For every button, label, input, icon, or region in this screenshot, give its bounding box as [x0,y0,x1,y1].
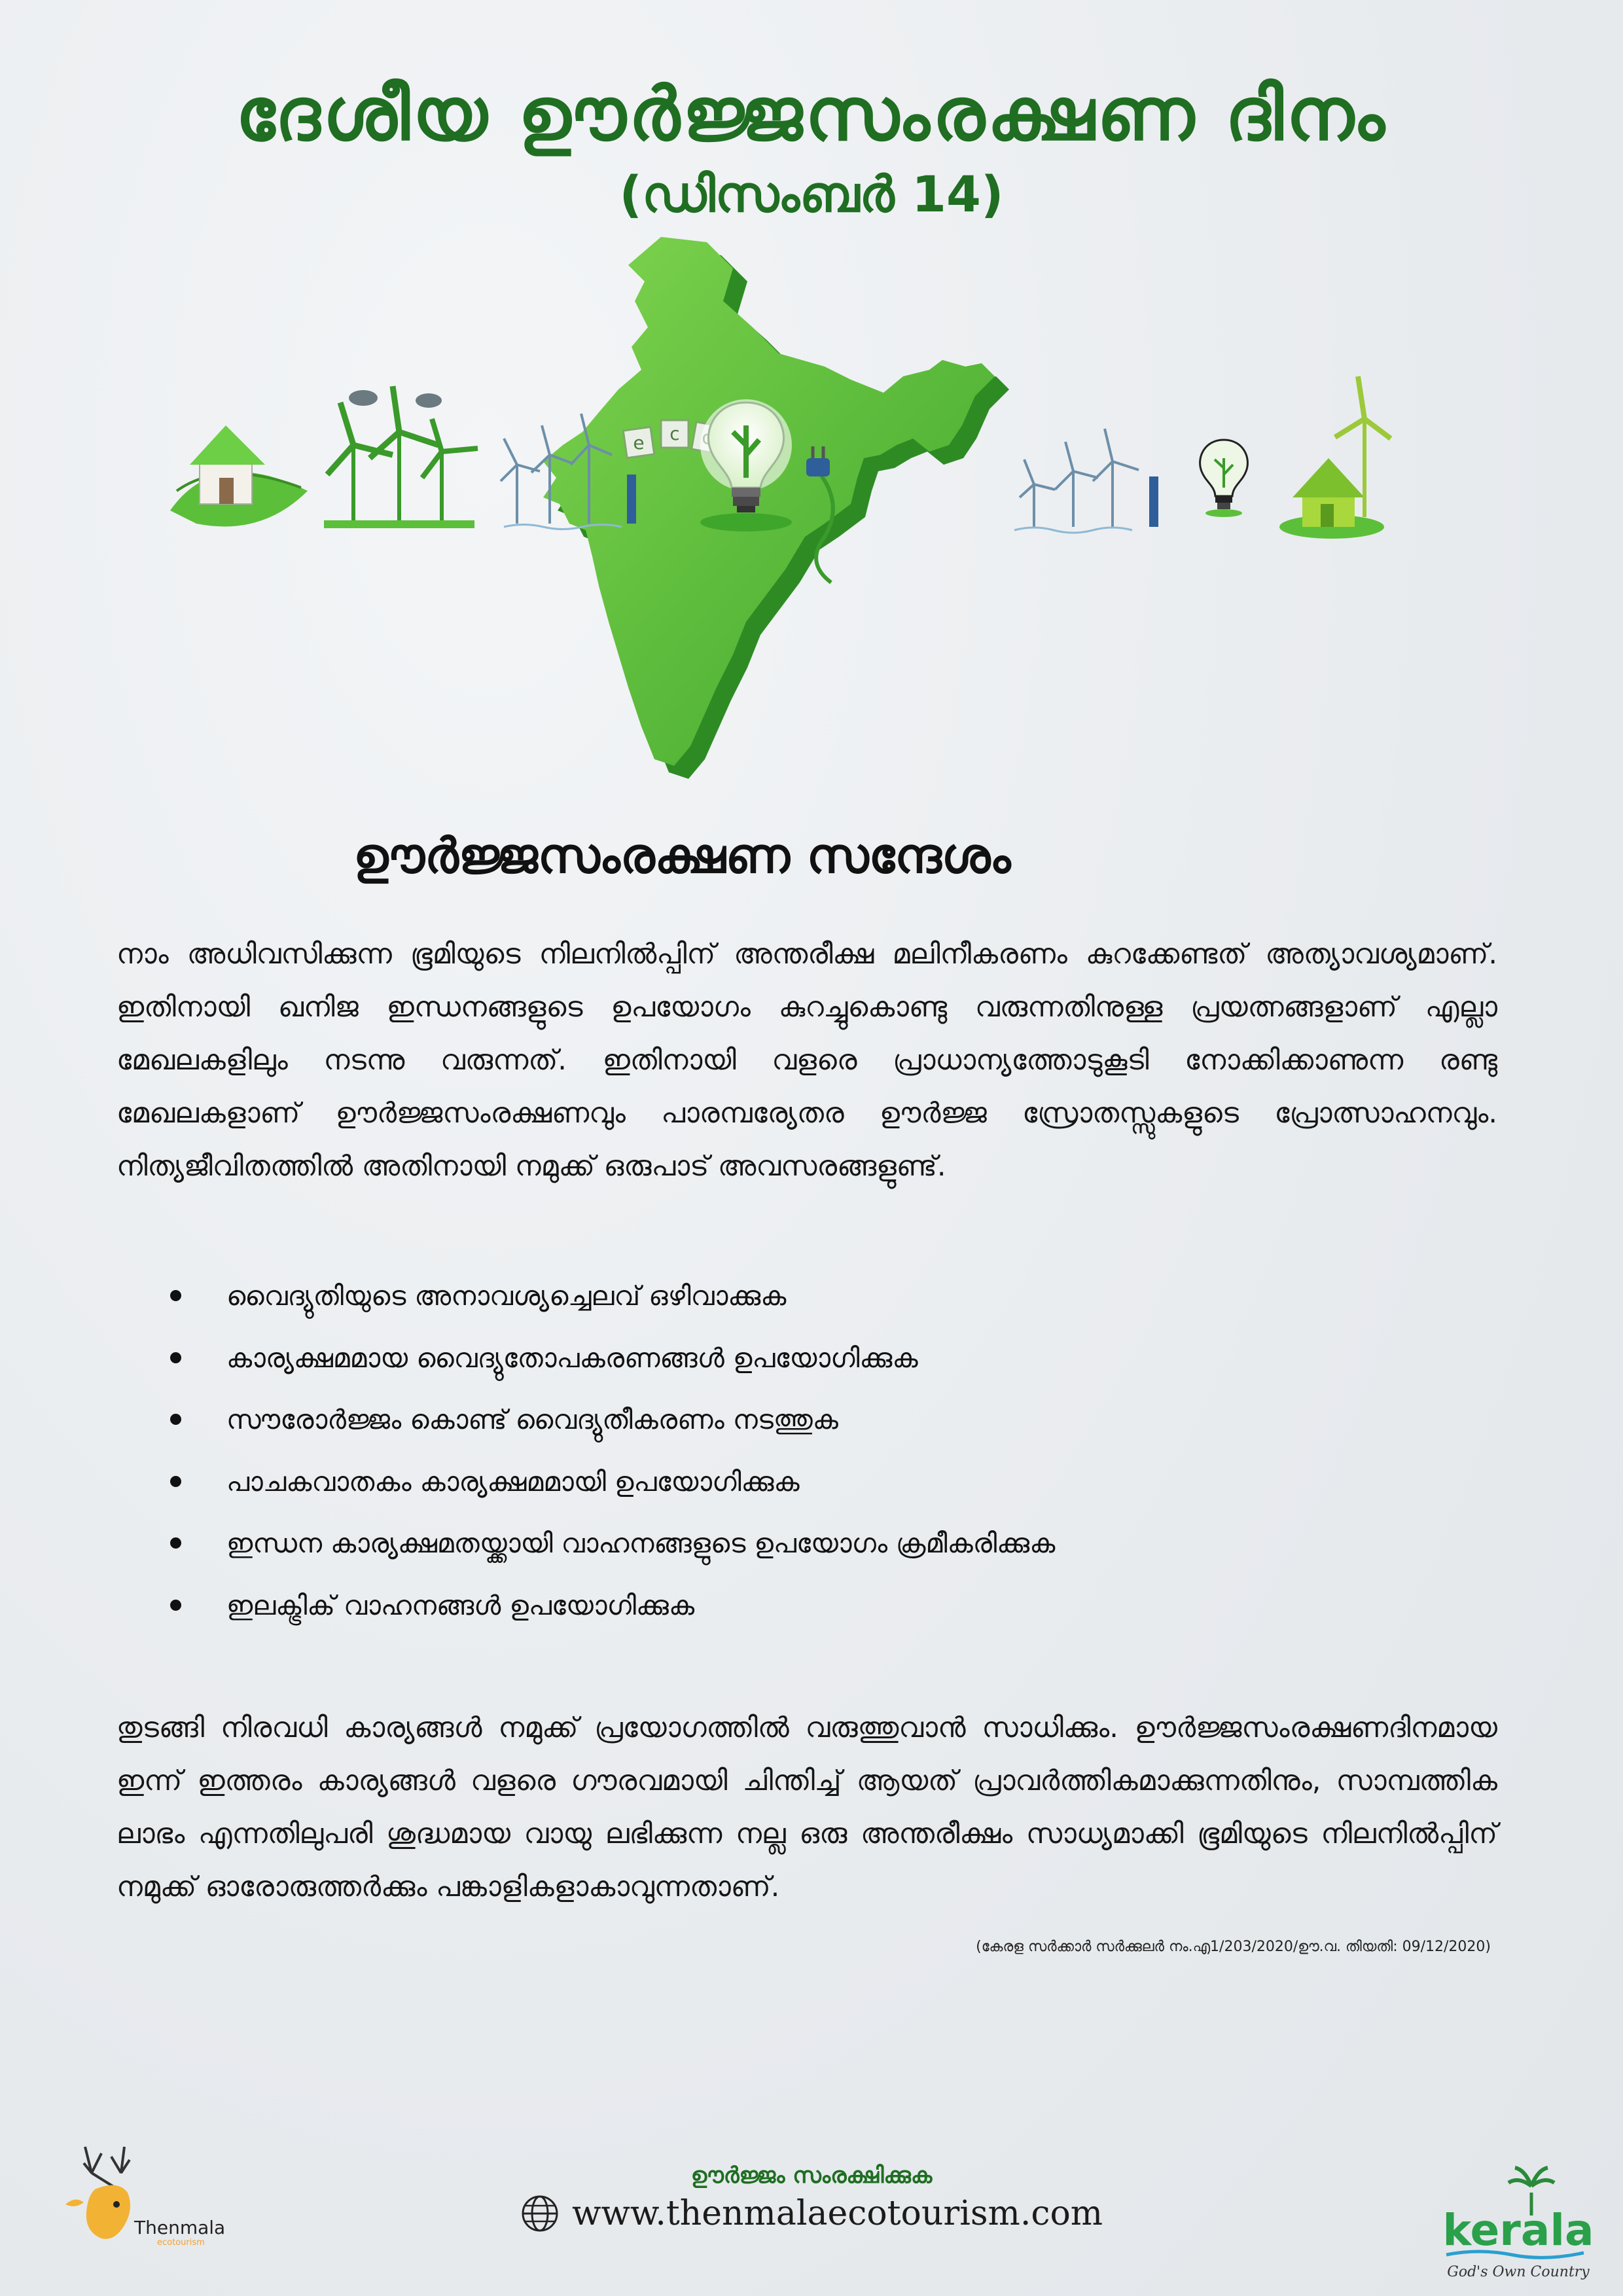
website-link[interactable]: www.thenmalaecotourism.com [571,2194,1103,2233]
thenmala-logo-tagline: ecotourism [157,2238,205,2248]
kerala-logo-icon [1433,2153,1603,2284]
page-title: ദേശീയ ഊർജ്ജസംരക്ഷണ ദിനം [236,72,1387,157]
circular-reference: (കേരള സർക്കാർ സർക്കുലർ നം.എ1/203/2020/ഊ.വ. തിയതി: 09/12/2020) [976,1939,1491,1955]
tip-text: ഇന്ധന കാര്യക്ഷമതയ്ക്കായി വാഹനങ്ങളുടെ ഉപയോഗം ക്രമീകരിക്കുക [226,1528,1056,1559]
bullet-icon [170,1600,181,1611]
hero-illustration [0,229,1623,792]
section-heading: ഊർജ്ജസംരക്ഷണ സന്ദേശം [353,828,1011,884]
bullet-icon [170,1476,181,1487]
bullet-icon [170,1537,181,1549]
list-item [164,1393,1472,1456]
list-item [164,1270,1472,1332]
thenmala-logo [46,2127,242,2254]
house-leaf-icon [170,425,308,526]
tip-text: ഇലക്ട്രിക് വാഹനങ്ങൾ ഉപയോഗിക്കുക [226,1589,695,1621]
eco-letter: c [669,423,680,444]
tips-list [164,1270,1472,1641]
list-item [164,1456,1472,1518]
tip-text: സൗരോർജ്ജം കൊണ്ട് വൈദ്യുതീകരണം നടത്തുക [226,1404,838,1435]
intro-paragraph: നാം അധിവസിക്കുന്ന ഭൂമിയുടെ നിലനിൽപ്പിന് അന്തരീക്ഷ മലിനീകരണം കുറക്കേണ്ടത് അത്യാവശ്യമാണ്. ഇതിനായി ഖനിജ ഇന്ധനങ്ങളുടെ ഉപയോഗം കുറച്ചുകൊണ്ടു വരുന്നതിനുള്ള പ്രയത്നങ്ങളാണ് എല്ലാ മേഖലകളിലും നടന്നു വരുന്നത്. ഇതിനായി വളരെ പ്രാധാന്യത്തോടുകൂടി നോക്കിക്കാണുന്ന രണ്ടു മേഖലകളാണ് ഊർജ്ജസംരക്ഷണവും പാരമ്പര്യേതര ഊർജ്ജ സ്രോതസ്സുകളുടെ പ്രോത്സാഹനവും. നിത്യജീവിതത്തിൽ അതിനായി നമുക്ക് ഒരുപാട് അവസരങ്ങളുണ്ട്. [116,938,1497,1183]
green-house-turbine-icon [1279,376,1391,539]
footer-slogan: ഊർജ്ജം സംരക്ഷിക്കുക [690,2162,933,2189]
page-subtitle-date: (ഡിസംബർ 14) [619,165,1004,223]
india-map [543,237,1009,779]
globe-icon [520,2194,560,2233]
bullet-icon [170,1414,181,1425]
closing-paragraph: തുടങ്ങി നിരവധി കാര്യങ്ങൾ നമുക്ക് പ്രയോഗത്തിൽ വരുത്തുവാൻ സാധിക്കും. ഊർജ്ജസംരക്ഷണദിനമായ ഇന്ന് ഇത്തരം കാര്യങ്ങൾ വളരെ ഗൗരവമായി ചിന്തിച്ച് ആയത് പ്രാവർത്തികമാക്കുന്നതിനും, സാമ്പത്തിക ലാഭം എന്നതിലുപരി ശുദ്ധമായ വായു ലഭിക്കുന്ന നല്ല ഒരു അന്തരീക്ഷം സാധ്യമാക്കി ഭൂമിയുടെ നിലനിൽപ്പിന് നമുക്ക് ഓരോരുത്തർക്കും പങ്കാളികളാകാവുന്നതാണ്. [116,1712,1497,1903]
list-item [164,1517,1472,1579]
bullet-icon [170,1290,181,1301]
kerala-tourism-logo [1433,2153,1603,2287]
list-item [164,1332,1472,1394]
small-bulb-icon [1200,440,1248,517]
tip-text: വൈദ്യുതിയുടെ അനാവശ്യച്ചെലവ് ഒഴിവാക്കുക [226,1280,787,1312]
wind-turbines-icon [324,386,478,528]
tip-text: പാചകവാതകം കാര്യക്ഷമമായി ഉപയോഗിക്കുക [226,1465,800,1498]
list-item [164,1579,1472,1641]
eco-letter: e [633,432,645,454]
kerala-logo-tagline: God's Own Country [1447,2264,1590,2280]
footer-url-row [0,2194,1623,2233]
offshore-turbines-right-icon [1014,429,1158,533]
tip-text: കാര്യക്ഷമമായ വൈദ്യുതോപകരണങ്ങൾ ഉപയോഗിക്കുക [226,1342,918,1374]
kerala-logo-name: kerala [1442,2205,1594,2255]
thenmala-logo-name: Thenmala [134,2217,226,2238]
bullet-icon [170,1352,181,1363]
